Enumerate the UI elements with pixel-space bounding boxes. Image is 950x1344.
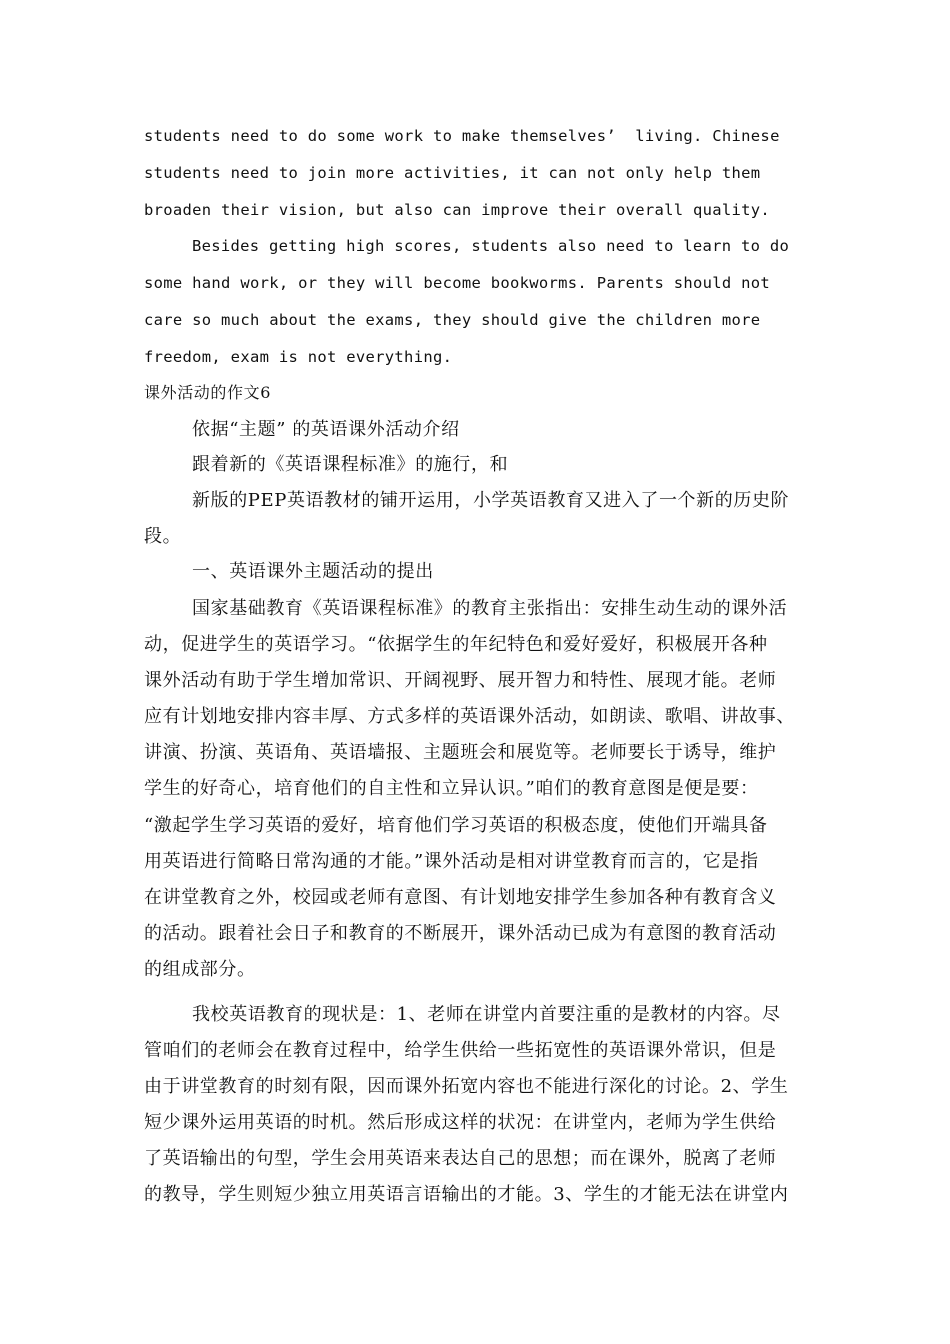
- cn-line-3: 新版的PEP英语教材的铺开运用，小学英语教育又进入了一个新的历史阶: [192, 490, 790, 511]
- cn-line-8: 课外活动有助于学生增加常识、开阔视野、展开智力和特性、展现才能。老师: [144, 670, 777, 691]
- cn-line-9: 应有计划地安排内容丰厚、方式多样的英语课外活动，如朗读、歌唱、讲故事、: [144, 706, 795, 727]
- cn-line-2: 跟着新的《英语课程标准》的施行，和: [192, 454, 509, 475]
- cn-line-22: 的教导，学生则短少独立用英语言语输出的才能。3、学生的才能无法在讲堂内: [144, 1184, 789, 1205]
- english-para1-line-1: students need to do some work to make themselves’ living. Chinese: [144, 127, 780, 145]
- cn-line-17: 我校英语教育的现状是：1、老师在讲堂内首要注重的是教材的内容。尽: [192, 1004, 781, 1025]
- english-para1-line-2: students need to join more activities, it can not only help them: [144, 164, 761, 182]
- cn-line-10: 讲演、扮演、英语角、英语墙报、主题班会和展览等。老师要长于诱导，维护: [144, 742, 777, 763]
- cn-line-15: 的活动。跟着社会日子和教育的不断展开，课外活动已成为有意图的教育活动: [144, 923, 777, 944]
- cn-line-18: 管咱们的老师会在教育过程中，给学生供给一些拓宽性的英语课外常识，但是: [144, 1040, 777, 1061]
- cn-line-16: 的组成部分。: [144, 959, 256, 980]
- cn-line-1: 依据“主题” 的英语课外活动介绍: [192, 419, 460, 440]
- cn-line-20: 短少课外运用英语的时机。然后形成这样的状况：在讲堂内，老师为学生供给: [144, 1112, 777, 1133]
- section-heading: 课外活动的作文6: [144, 383, 271, 402]
- cn-line-13: 用英语进行简略日常沟通的才能。”课外活动是相对讲堂教育而言的，它是指: [144, 851, 759, 872]
- cn-line-7: 动，促进学生的英语学习。“依据学生的年纪特色和爱好爱好，积极展开各种: [144, 634, 768, 655]
- english-para2-line-1: Besides getting high scores, students also need to learn to do: [192, 237, 790, 255]
- english-para1-line-3: broaden their vision, but also can improve their overall quality.: [144, 201, 771, 219]
- cn-line-14: 在讲堂教育之外，校园或老师有意图、有计划地安排学生参加各种有教育含义: [144, 887, 777, 908]
- cn-line-4: 段。: [144, 526, 182, 547]
- english-para2-line-4: freedom, exam is not everything.: [144, 348, 453, 366]
- english-para2-line-3: care so much about the exams, they should give the children more: [144, 311, 761, 329]
- english-para2-line-2: some hand work, or they will become bookworms. Parents should not: [144, 274, 771, 292]
- cn-subheading-1: 一、英语课外主题活动的提出: [192, 561, 434, 582]
- cn-line-19: 由于讲堂教育的时刻有限，因而课外拓宽内容也不能进行深化的讨论。2、学生: [144, 1076, 789, 1097]
- cn-line-12: “激起学生学习英语的爱好，培育他们学习英语的积极态度，使他们开端具备: [144, 815, 768, 836]
- cn-line-11: 学生的好奇心，培育他们的自主性和立异认识。”咱们的教育意图是便是要：: [144, 778, 759, 799]
- cn-line-6: 国家基础教育《英语课程标准》的教育主张指出：安排生动生动的课外活: [192, 598, 788, 619]
- cn-line-21: 了英语输出的句型，学生会用英语来表达自己的思想；而在课外，脱离了老师: [144, 1148, 777, 1169]
